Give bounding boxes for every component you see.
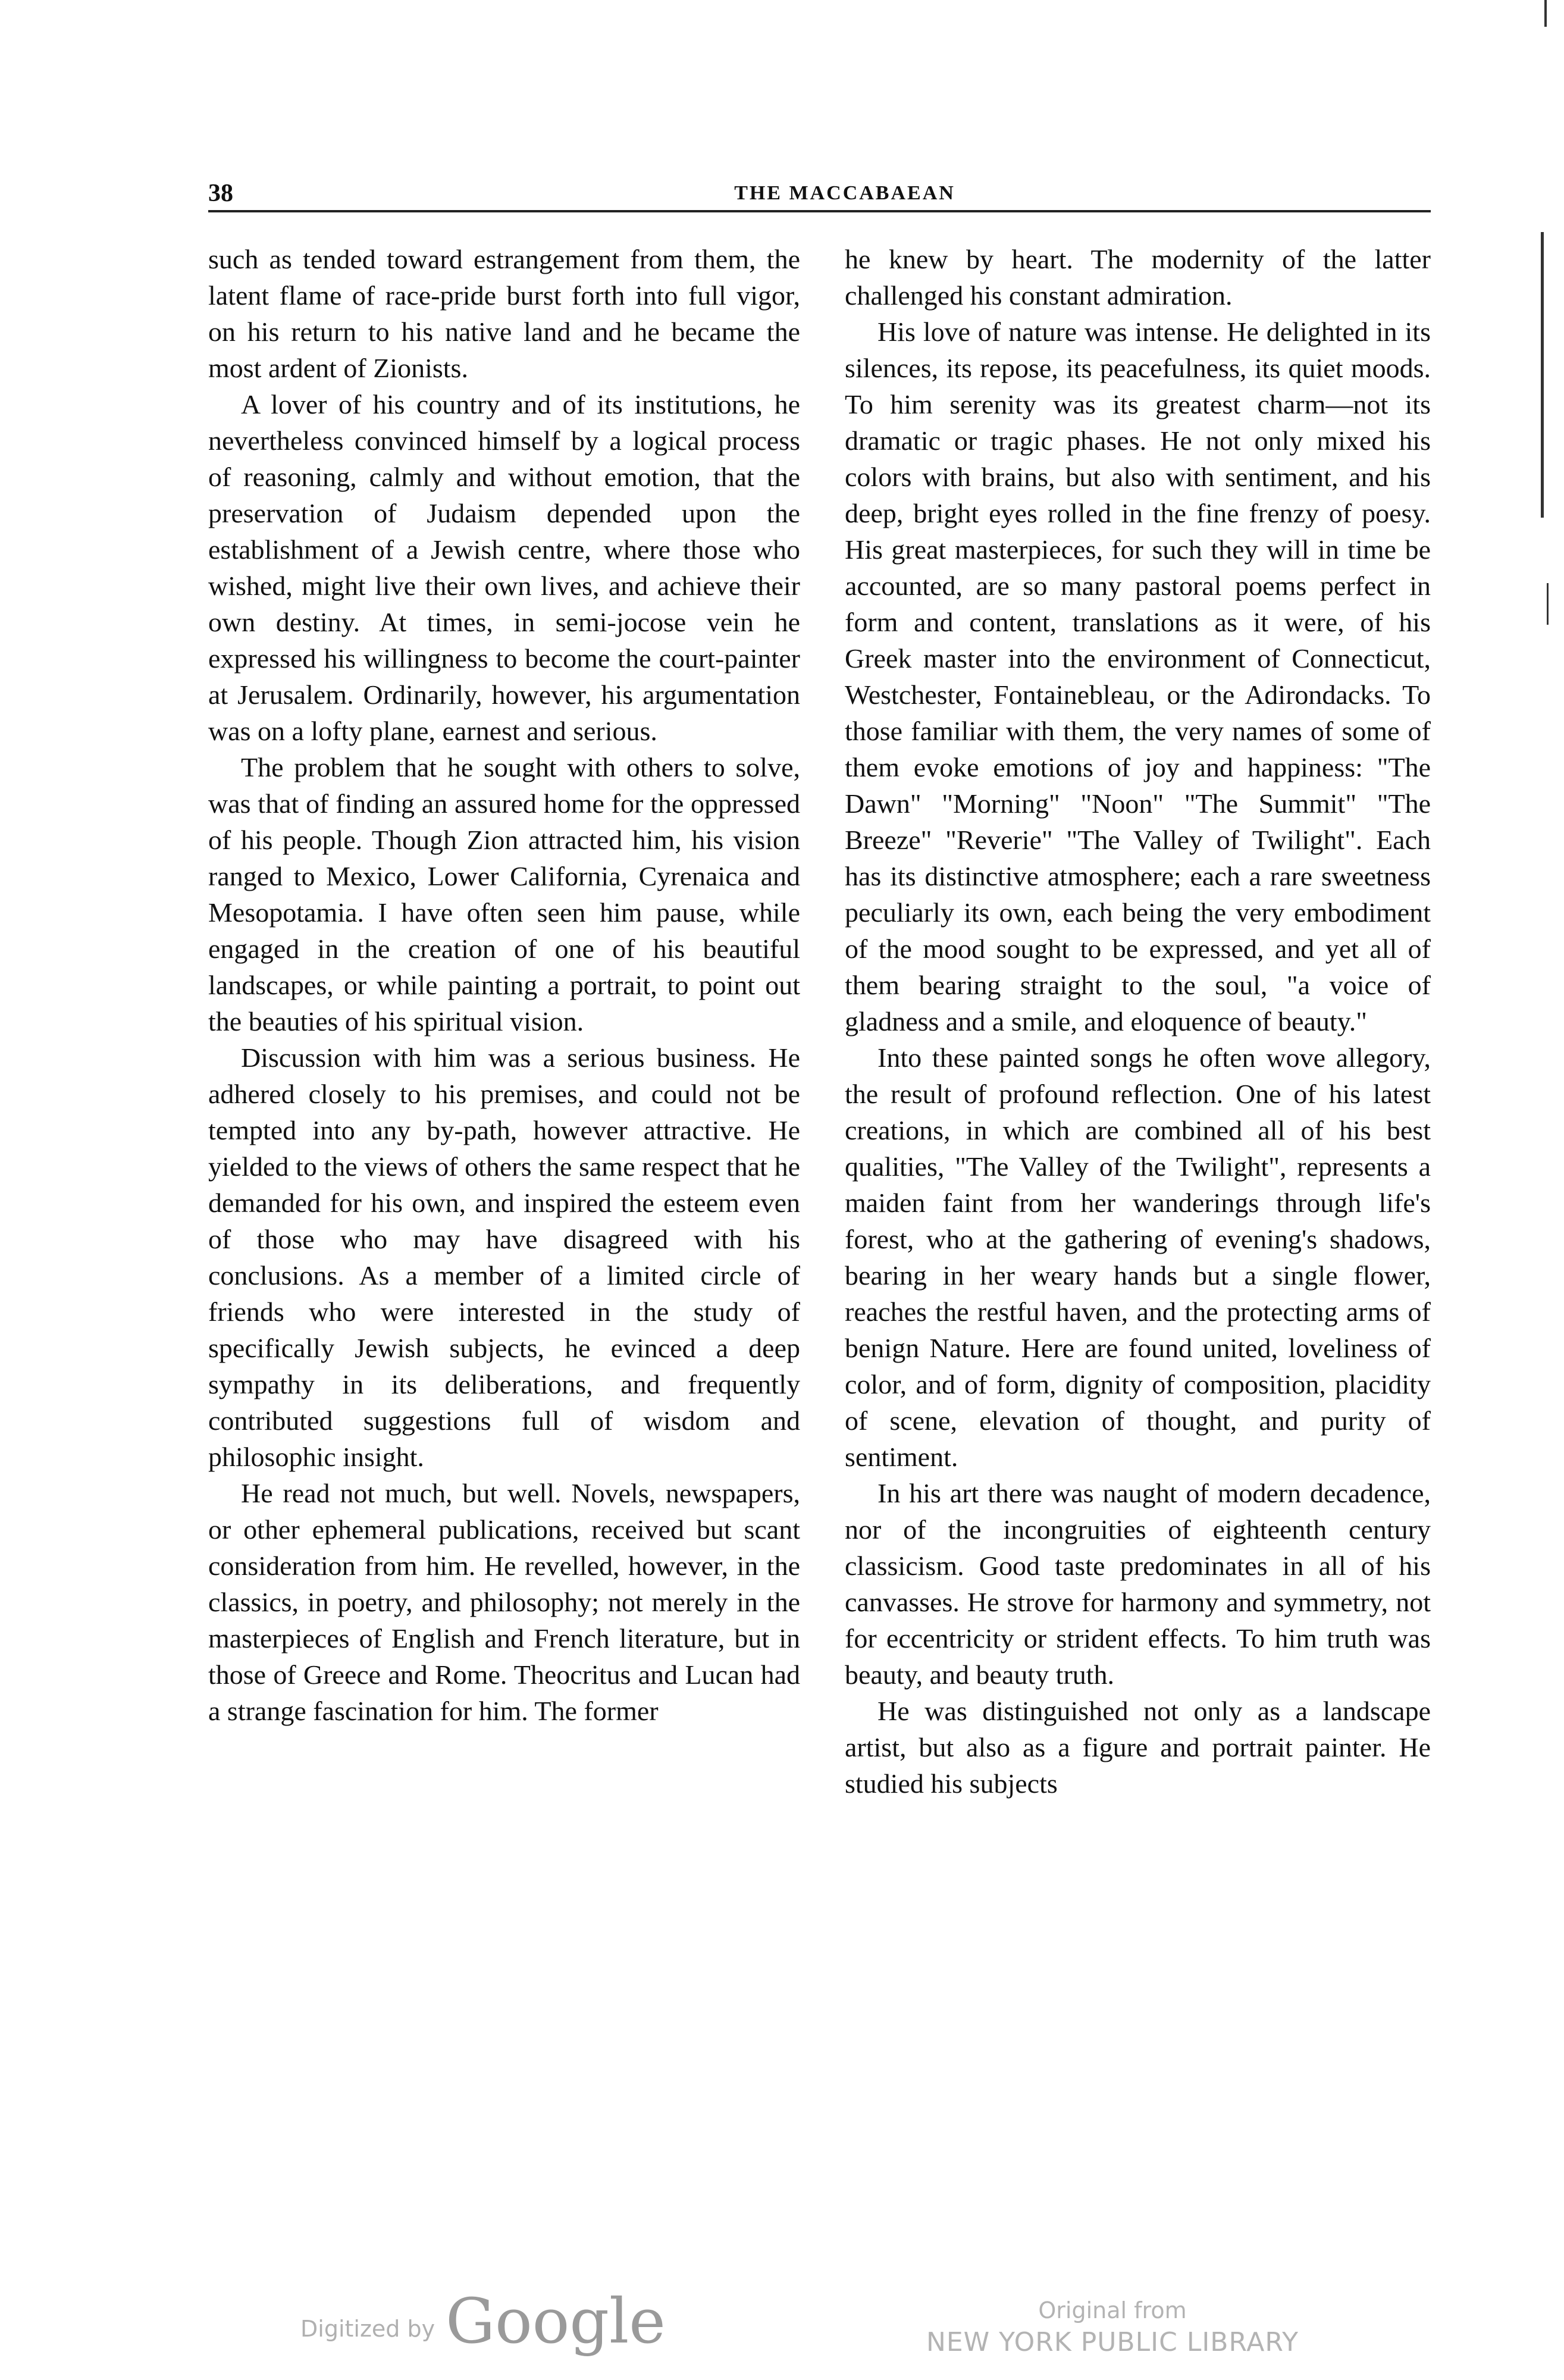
paragraph: In his art there was naught of modern decadence, nor of the incongruities of eighteenth century classicism. Good taste predominates in all of his canvasses. He strove for harmony and symmetry, not for eccentricity or strident effects. To him truth was beauty, and beauty truth. <box>845 1478 1431 1690</box>
paragraph: The problem that he sought with others to solve, was that of finding an assured home for the oppressed of his people. Though Zion attracted him, his vision ranged to Mexico, Lower California, Cyrenaica and Mesopotamia. I have often seen him pause, while engaged in the creation of one of his beautiful landscapes, or while painting a portrait, to point out the beauties of his spiritual vision. <box>208 752 800 1036</box>
left-column <box>208 241 800 1729</box>
page-number: 38 <box>208 180 233 207</box>
paragraph: he knew by heart. The modernity of the latter challenged his constant admiration. <box>845 244 1431 311</box>
running-title: THE MACCABAEAN <box>734 182 955 204</box>
scan-edge-mark <box>1547 583 1549 625</box>
right-column <box>845 241 1431 1802</box>
digitized-by-label: Digitized by <box>300 2316 435 2342</box>
paragraph: such as tended toward estrangement from them, the latent flame of race-pride burst forth into full vigor, on his return to his native land and he became the most ardent of Zionists. <box>208 244 800 383</box>
paragraph: A lover of his country and of its institutions, he nevertheless convinced himself by a logical process of reasoning, calmly and without emotion, that the preservation of Judaism depended upon the establishment of a Jewish centre, where those who wished, might live their own lives, and achieve their own destiny. At times, in semi-jocose vein he expressed his willingness to become the court-painter at Jerusalem. Ordinarily, however, his argumentation was on a lofty plane, earnest and serious. <box>208 389 800 746</box>
scan-edge-mark <box>1544 0 1547 27</box>
paragraph: Into these painted songs he often wove allegory, the result of profound reflection. One of his latest creations, in which are combined all of his best qualities, "The Valley of the Twilight", represents a maiden faint from her wanderings through life's forest, who at the gathering of evening's shadows, bearing in her weary hands but a single flower, reaches the restful haven, and the protecting arms of benign Nature. Here are found united, loveliness of color, and of form, dignity of composition, placidity of scene, elevation of thought, and purity of sentiment. <box>845 1042 1431 1472</box>
paragraph: He read not much, but well. Novels, newspapers, or other ephemeral publications, received but scant consideration from him. He revelled, however, in the classics, in poetry, and philosophy; not merely in the masterpieces of English and French literature, but in those of Greece and Rome. Theocritus and Lucan had a strange fascination for him. The former <box>208 1478 800 1726</box>
paragraph: He was distinguished not only as a landscape artist, but also as a figure and portrait painter. He studied his subjects <box>845 1696 1431 1799</box>
library-name: NEW YORK PUBLIC LIBRARY <box>926 2327 1299 2357</box>
paragraph: His love of nature was intense. He delighted in its silences, its repose, its peacefulness, its quiet moods. To him serenity was its greatest charm—not its dramatic or tragic phases. He not only mixed his colors with brains, but also with sentiment, and his deep, bright eyes rolled in the fine frenzy of poesy. His great masterpieces, for such they will in time be accounted, are so many pastoral poems perfect in form and content, translations as it were, of his Greek master into the environment of Connecticut, Westchester, Fontainebleau, or the Adirondacks. To those familiar with them, the very names of some of them evoke emotions of joy and happiness: "The Dawn" "Morning" "Noon" "The Summit" "The Breeze" "Reverie" "The Valley of Twilight". Each has its distinctive atmosphere; each a rare sweetness peculiarly its own, each being the very embodiment of the mood sought to be expressed, and yet all of them bearing straight to the soul, "a voice of gladness and a smile, and eloquence of beauty." <box>845 317 1431 1036</box>
page-header <box>208 176 1431 211</box>
library-watermark <box>904 2296 1321 2360</box>
paragraph: Discussion with him was a serious business. He adhered closely to his premises, and could not be tempted into any by-path, however attractive. He yielded to the views of others the same respect that he demanded for his own, and inspired the esteem even of those who may have disagreed with his conclusions. As a member of a limited circle of friends who were interested in the study of specifically Jewish subjects, he evinced a deep sympathy in its deliberations, and frequently contributed suggestions full of wisdom and philosophic insight. <box>208 1042 800 1472</box>
original-from-label: Original from <box>1038 2297 1187 2323</box>
scan-edge-mark <box>1541 232 1544 518</box>
header-rule <box>208 210 1431 212</box>
digitized-by-watermark <box>300 2285 666 2356</box>
google-logo: Google <box>446 2285 666 2357</box>
